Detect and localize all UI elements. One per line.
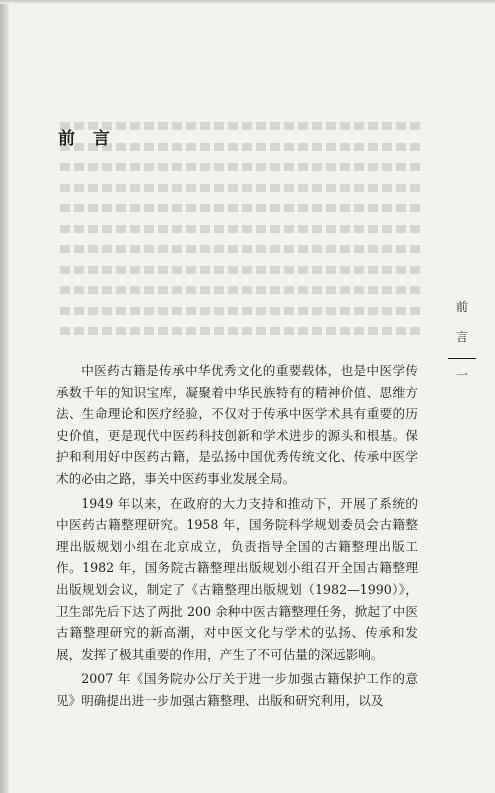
page-number: 一 [455, 368, 468, 382]
page-title: 前 言 [58, 129, 116, 149]
paragraph-2: 1949 年以来，在政府的大力支持和推动下，开展了系统的中医药古籍整理研究。1958 年，国务院科学规划委员会古籍整理出版规划小组在北京成立，负责指导全国的古籍整理出版工作。1982 年，国务院古籍整理出版规划小组召开全国古籍整理出版规划会议，制定了《古籍整理出版规划（1982—1990）》，卫生部先后下达了两批 200 余种中医古籍整理任务，掀起了中医古籍整理研究的新高潮，对中医文化与学术的弘扬、传承和发展，发挥了极其重要的作用，产生了不可估量的深远影响。 [56, 495, 418, 662]
running-header-char-2: 言 [455, 330, 468, 344]
running-header-char-1: 前 [455, 300, 468, 314]
scan-edge-top [0, 0, 495, 4]
running-header [446, 292, 478, 383]
body-text [56, 360, 418, 715]
paragraph-3: 2007 年《国务院办公厅关于进一步加强古籍保护工作的意见》明确提出进一步加强古籍整理、出版和研究利用，以及 [56, 671, 418, 708]
paragraph-1: 中医药古籍是传承中华优秀文化的重要载体，也是中医学传承数千年的知识宝库，凝聚着中华民族特有的精神价值、思维方法、生命理论和医疗经验，不仅对于传承中医学术具有重要的历史价值，更是现代中医药科技创新和学术进步的源头和根基。保护和利用好中医药古籍，是弘扬中国优秀传统文化、传承中医学术的必由之路，事关中医药事业发展全局。 [56, 363, 418, 486]
reverse-side-show-through [60, 122, 420, 347]
scan-edge-left [0, 0, 9, 793]
running-header-rule [448, 358, 476, 359]
